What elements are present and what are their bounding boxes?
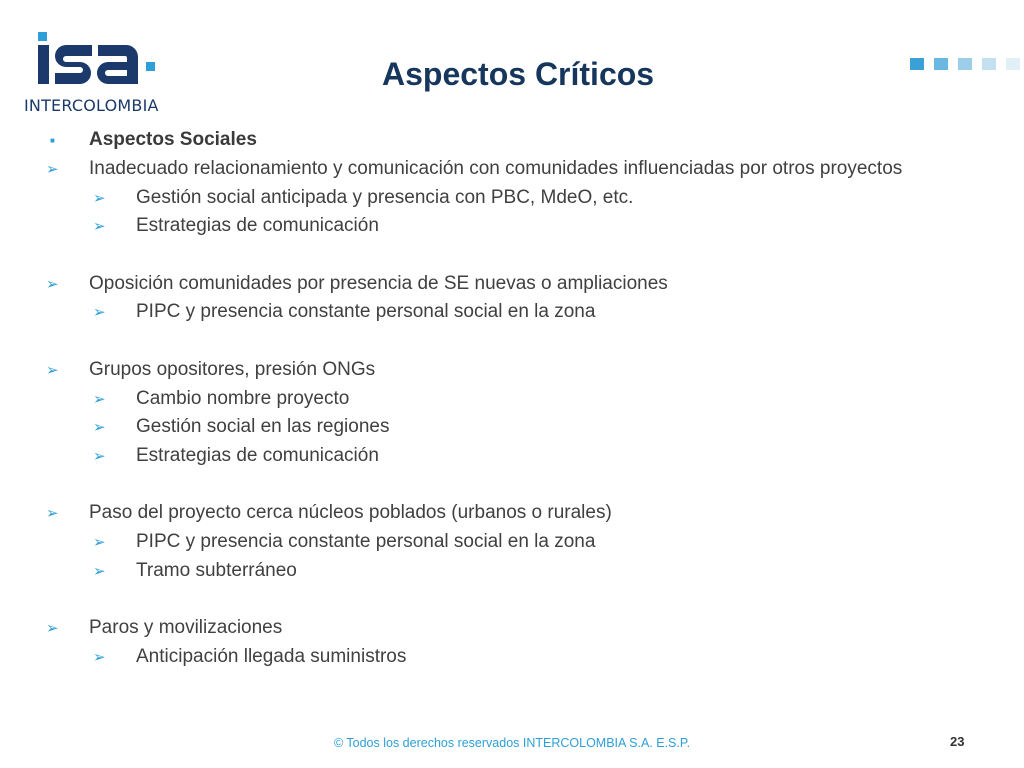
list-item (46, 499, 986, 528)
list-item-label: Inadecuado relacionamiento y comunicación con comunidades influenciadas por otros proyectos (89, 158, 903, 180)
page-number: 23 (950, 734, 965, 749)
arrow-bullet-icon: ➢ (93, 218, 106, 236)
isa-wordmark (22, 30, 162, 92)
section-header-label: Aspectos Sociales (89, 129, 257, 151)
sub-list-item-label: Estrategias de comunicación (136, 215, 379, 237)
section-header (46, 126, 986, 155)
decor-square-4 (982, 58, 996, 70)
sub-list-item-label: Tramo subterráneo (136, 559, 297, 581)
spacer (46, 585, 986, 614)
arrow-bullet-icon: ➢ (93, 189, 106, 207)
decor-square-2 (934, 58, 948, 70)
list-item (46, 614, 986, 643)
square-bullet-icon: ■ (50, 135, 55, 145)
sub-list-item (46, 642, 986, 671)
list-item-label: Grupos opositores, presión ONGs (89, 358, 376, 380)
bullet-content (46, 126, 986, 671)
list-item-label: Paros y movilizaciones (89, 617, 283, 639)
arrow-bullet-icon: ➢ (93, 390, 106, 408)
copyright-footer: © Todos los derechos reservados INTERCOLOMBIA S.A. E.S.P. (333, 736, 691, 750)
sub-list-item (46, 298, 986, 327)
spacer (46, 327, 986, 356)
arrow-bullet-icon: ➢ (93, 562, 106, 580)
sub-list-item (46, 528, 986, 557)
decor-square-1 (910, 58, 924, 70)
sub-list-item-label: Estrategias de comunicación (136, 444, 379, 466)
arrow-bullet-icon: ➢ (46, 505, 59, 523)
list-item (46, 356, 986, 385)
spacer (46, 470, 986, 499)
sub-list-item-label: Gestión social en las regiones (136, 416, 390, 438)
arrow-bullet-icon: ➢ (93, 304, 106, 322)
slide-title: Aspectos Críticos (382, 56, 655, 92)
sub-list-item-label: Gestión social anticipada y presencia con PBC, MdeO, etc. (136, 186, 634, 208)
sub-list-item-label: PIPC y presencia constante personal social en la zona (136, 301, 596, 323)
sub-list-item-label: PIPC y presencia constante personal social en la zona (136, 530, 596, 552)
decorative-squares (910, 58, 1020, 70)
decor-square-3 (958, 58, 972, 70)
list-item (46, 269, 986, 298)
arrow-bullet-icon: ➢ (46, 275, 59, 293)
sub-list-item-label: Cambio nombre proyecto (136, 387, 350, 409)
arrow-bullet-icon: ➢ (93, 648, 106, 666)
list-item-label: Oposición comunidades por presencia de SE nuevas o ampliaciones (89, 272, 668, 294)
arrow-bullet-icon: ➢ (46, 161, 59, 179)
logo-caption: INTERCOLOMBIA (24, 96, 159, 115)
spacer (46, 241, 986, 270)
sub-list-item (46, 556, 986, 585)
arrow-bullet-icon: ➢ (93, 419, 106, 437)
sub-list-item-label: Anticipación llegada suministros (136, 645, 407, 667)
list-item (46, 155, 986, 184)
arrow-bullet-icon: ➢ (46, 620, 59, 638)
isa-logo (22, 30, 182, 120)
list-item-label: Paso del proyecto cerca núcleos poblados (urbanos o rurales) (89, 502, 612, 524)
arrow-bullet-icon: ➢ (93, 447, 106, 465)
sub-list-item (46, 442, 986, 471)
sub-list-item (46, 384, 986, 413)
sub-list-item (46, 183, 986, 212)
decor-square-5 (1006, 58, 1020, 70)
arrow-bullet-icon: ➢ (93, 533, 106, 551)
sub-list-item (46, 413, 986, 442)
sub-list-item (46, 212, 986, 241)
arrow-bullet-icon: ➢ (46, 361, 59, 379)
